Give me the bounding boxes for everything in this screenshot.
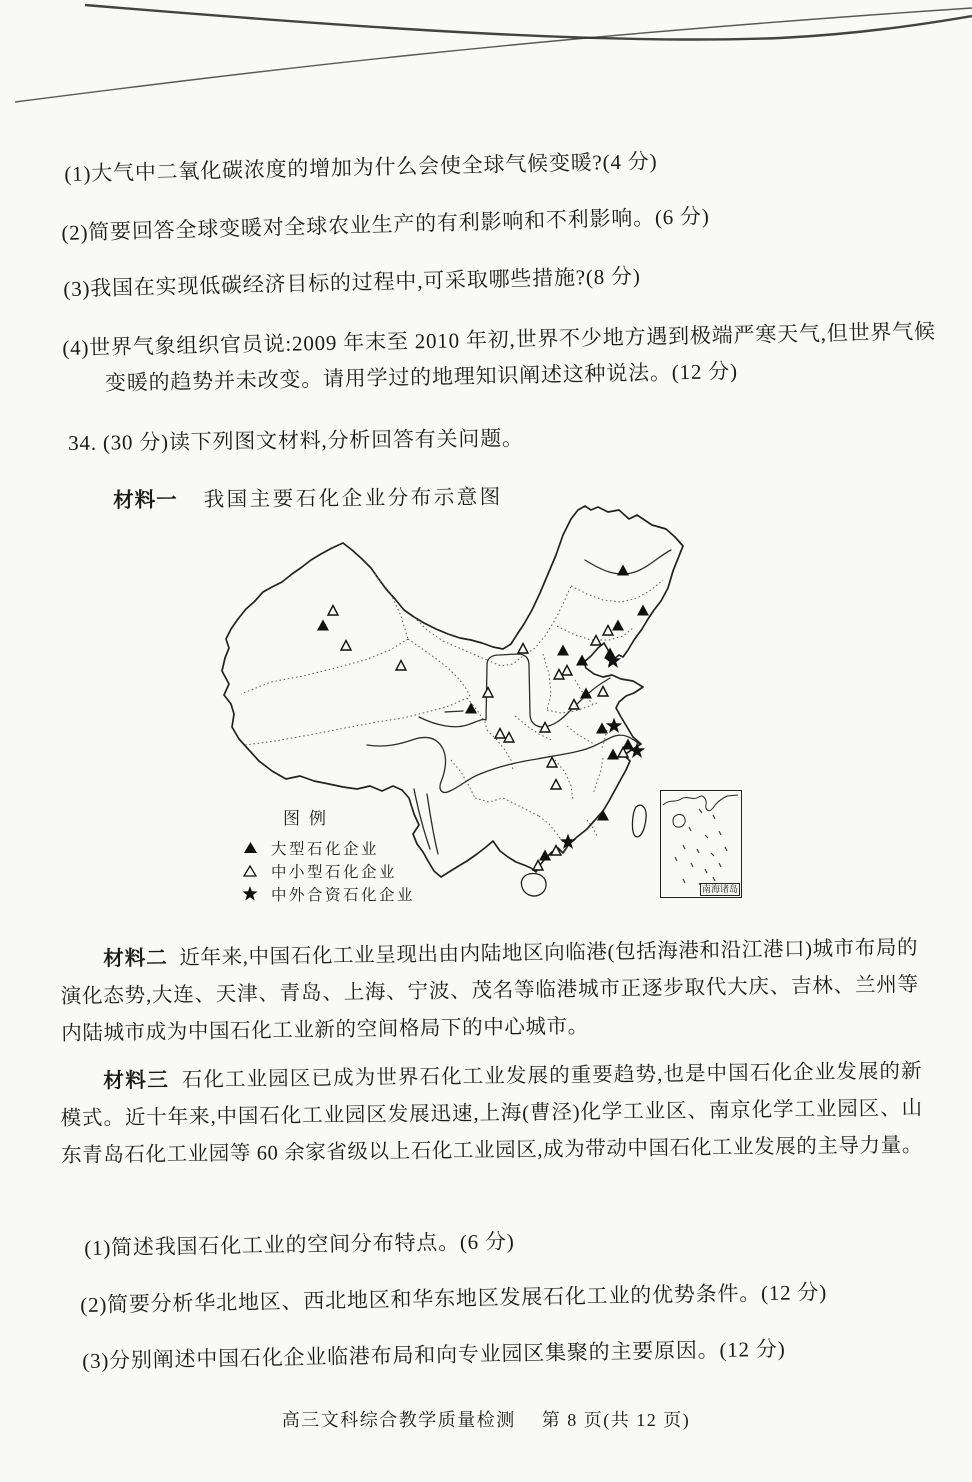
material-2-paragraph [60,929,919,1053]
material-3-paragraph [60,1052,923,1175]
medium-small-petrochemical-marker [551,780,561,790]
medium-small-petrochemical-marker [341,641,351,651]
large-petrochemical-marker [612,620,624,631]
material-2-label: 材料二 [103,946,169,971]
open-triangle-icon [241,865,259,877]
medium-small-petrochemical-marker [518,644,528,654]
large-petrochemical-marker [607,749,619,760]
footer-exam-title: 高三文科综合教学质量检测 [281,1410,516,1430]
medium-small-petrochemical-marker [562,666,572,676]
question-2: (2)简要回答全球变暖对全球农业生产的有利影响和不利影响。(6 分) [61,204,710,245]
filled-triangle-icon [241,841,259,854]
medium-small-petrochemical-marker [547,758,557,768]
medium-small-petrochemical-marker [603,626,613,636]
map-figure [205,498,765,935]
legend-item-large-enterprise [241,836,415,859]
large-petrochemical-marker [317,620,329,631]
province-borders [241,574,663,842]
material-3-text: 石化工业园区已成为世界石化工业发展的重要趋势,也是中国石化企业发展的新模式。近十年来,中国石化工业园区发展迅速,上海(曹泾)化学工业区、南京化学工业园区、山东青岛石化工业园等 60 余家省级以上石化工业园区,成为带动中国石化工业发展的主导力量。 [60,1060,923,1167]
medium-small-petrochemical-marker [483,688,493,698]
star-icon [241,885,259,902]
sub-question-2: (2)简要分析华北地区、西北地区和华东地区发展石化工业的优势条件。(12 分) [80,1279,828,1317]
large-petrochemical-marker [580,688,592,699]
material-3-label: 材料三 [103,1068,170,1093]
footer-page-number: 第 8 页(共 12 页) [541,1410,691,1430]
legend-item-label: 大型石化企业 [271,840,380,858]
question-4: (4)世界气象组织官员说:2009 年末至 2010 年初,世界不少地方遇到极端严寒天气,但世界气候变暖的趋势并未改变。请用学过的地理知识阐述这种说法。(12 分) [62,319,936,396]
map-legend [241,804,415,905]
medium-small-petrochemical-marker [396,661,406,671]
page-footer [0,1406,972,1432]
medium-small-petrochemical-marker [598,687,608,697]
question-3: (3)我国在实现低碳经济目标的过程中,可采取哪些措施?(8 分) [63,263,641,301]
large-petrochemical-marker [637,605,649,616]
inset-label: 南海诸岛 [701,884,738,894]
taiwan-island [632,805,646,837]
joint-venture-petrochemical-marker [606,718,622,733]
legend-item-medium-small-enterprise [241,859,415,882]
legend-item-joint-venture-enterprise [241,882,415,905]
legend-item-label: 中小型石化企业 [271,863,398,881]
material-2-text: 近年来,中国石化工业呈现出由内陆地区向临港(包括海港和沿江港口)城市布局的演化态势,大连、天津、青岛、上海、宁波、茂名等临港城市正逐步取代大庆、吉林、兰州等内陆城市成为中国石化工业新的空间格局下的中心城市。 [60,937,919,1045]
south-china-sea-inset [660,790,742,898]
question-34-header: 34. (30 分)读下列图文材料,分析回答有关问题。 [68,426,524,455]
large-petrochemical-marker [617,565,629,576]
legend-item-label: 中外合资石化企业 [271,886,416,904]
question-1: (1)大气中二氧化碳浓度的增加为什么会使全球气候变暖?(4 分) [64,149,658,186]
material-1-label: 材料一 [113,488,178,512]
medium-small-petrochemical-marker [495,729,505,739]
sub-question-1: (1)简述我国石化工业的空间分布特点。(6 分) [84,1229,515,1260]
hainan-island [521,874,546,897]
large-petrochemical-marker [557,645,569,656]
medium-small-petrochemical-marker [504,733,514,743]
legend-title: 图例 [283,809,335,828]
sub-question-3: (3)分别阐述中国石化企业临港布局和向专业园区集聚的主要原因。(12 分) [82,1336,786,1373]
large-petrochemical-marker [596,723,608,734]
inset-island-dashes [675,809,727,886]
scan-artifact-lines [0,0,972,130]
medium-small-petrochemical-marker [328,606,338,616]
material-1-title: 我国主要石化企业分布示意图 [203,486,503,512]
